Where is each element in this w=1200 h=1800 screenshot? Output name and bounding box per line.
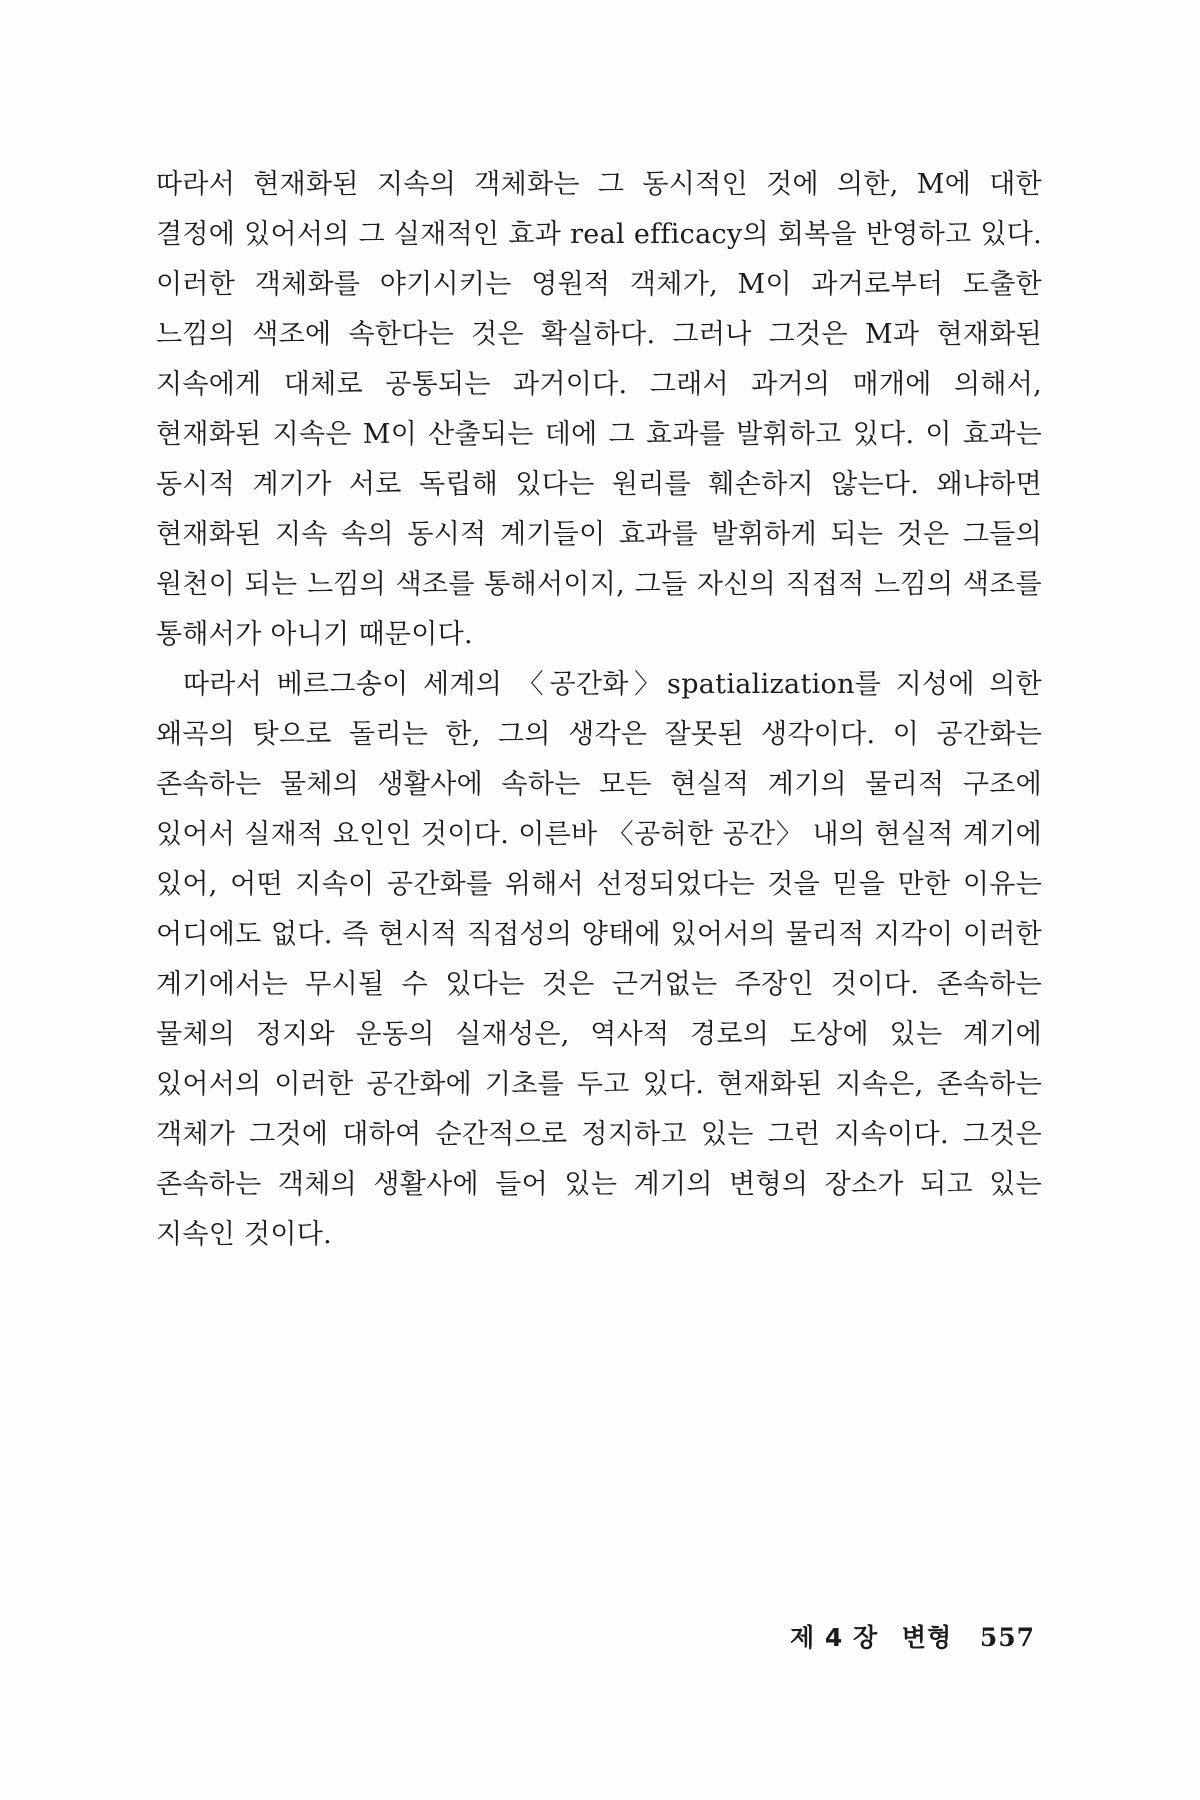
footer-chapter-title: 변형 xyxy=(901,1623,953,1652)
paragraph-1: 따라서 현재화된 지속의 객체화는 그 동시적인 것에 의한, M에 대한 결정에 있어서의 그 실재적인 효과 real efficacy의 회복을 반영하고 있다. 이러한 객체화를 야기시키는 영원적 객체가, M이 과거로부터 도출한 느낌의 색조에 속한다는 것은 확실하다. 그러나 그것은 M과 현재화된 지속에게 대체로 공통되는 과거이다. 그래서 과거의 매개에 의해서, 현재화된 지속은 M이 산출되는 데에 그 효과를 발휘하고 있다. 이 효과는 동시적 계기가 서로 독립해 있다는 원리를 훼손하지 않는다. 왜냐하면 현재화된 지속 속의 동시적 계기들이 효과를 발휘하게 되는 것은 그들의 원천이 되는 느낌의 색조를 통해서이지, 그들 자신의 직접적 느낌의 색조를 통해서가 아니기 때문이다. xyxy=(156,169,1042,650)
paragraph-2: 따라서 베르그송이 세계의 〈공간화〉spatialization를 지성에 의한 왜곡의 탓으로 돌리는 한, 그의 생각은 잘못된 생각이다. 이 공간화는 존속하는 물체의 생활사에 속하는 모든 현실적 계기의 물리적 구조에 있어서 실재적 요인인 것이다. 이른바 〈공허한 공간〉 내의 현실적 계기에 있어, 어떤 지속이 공간화를 위해서 선정되었다는 것을 믿을 만한 이유는 어디에도 없다. 즉 현시적 직접성의 양태에 있어서의 물리적 지각이 이러한 계기에서는 무시될 수 있다는 것은 근거없는 주장인 것이다. 존속하는 물체의 정지와 운동의 실재성은, 역사적 경로의 도상에 있는 계기에 있어서의 이러한 공간화에 기초를 두고 있다. 현재화된 지속은, 존속하는 객체가 그것에 대하여 순간적으로 정지하고 있는 그런 지속이다. 그것은 존속하는 객체의 생활사에 들어 있는 계기의 변형의 장소가 되고 있는 지속인 것이다. xyxy=(156,669,1042,1250)
body-text xyxy=(156,160,1042,1260)
running-footer xyxy=(790,1618,1036,1654)
page-number: 557 xyxy=(979,1623,1036,1652)
footer-chapter: 제 4 장 xyxy=(790,1623,879,1652)
